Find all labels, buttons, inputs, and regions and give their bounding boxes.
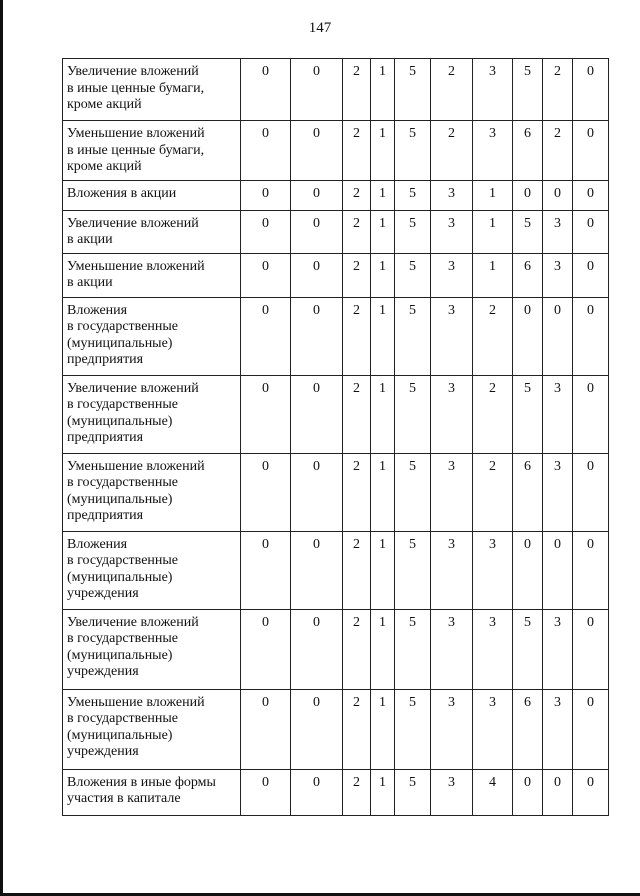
- code-digit-cell: 1: [371, 375, 395, 453]
- code-digit-cell: 0: [241, 180, 291, 210]
- row-label-line: Вложения: [67, 302, 128, 318]
- row-label-line: Уменьшение вложений: [67, 458, 205, 474]
- code-digit-cell: 5: [395, 689, 431, 769]
- row-label-line: Вложения: [67, 536, 128, 552]
- account-codes-table: [62, 58, 609, 816]
- code-digit-cell: 0: [543, 531, 573, 609]
- code-digit-cell: 0: [513, 180, 543, 210]
- row-label: [63, 59, 241, 121]
- code-digit-cell: 2: [473, 297, 513, 375]
- row-label-line: в акции: [67, 275, 113, 290]
- code-digit-cell: 5: [395, 180, 431, 210]
- row-label-line: Увеличение вложений: [67, 380, 199, 396]
- row-label-line: Вложения в акции: [67, 185, 177, 201]
- row-label-line: кроме акций: [67, 159, 142, 174]
- code-digit-cell: 1: [371, 609, 395, 689]
- code-digit-cell: 0: [573, 375, 609, 453]
- code-digit-cell: 0: [241, 210, 291, 253]
- code-digit-cell: 1: [371, 121, 395, 181]
- code-digit-cell: 0: [573, 689, 609, 769]
- row-label-line: учреждения: [67, 586, 139, 601]
- code-digit-cell: 1: [473, 210, 513, 253]
- code-digit-cell: 5: [395, 453, 431, 531]
- table-row: [63, 689, 609, 769]
- code-digit-cell: 0: [291, 689, 343, 769]
- code-digit-cell: 5: [395, 769, 431, 815]
- code-digit-cell: 0: [241, 121, 291, 181]
- code-digit-cell: 0: [241, 59, 291, 121]
- row-label-line: Уменьшение вложений: [67, 694, 205, 710]
- code-digit-cell: 0: [513, 531, 543, 609]
- code-digit-cell: 3: [431, 180, 473, 210]
- row-label-line: в иные ценные бумаги,: [67, 80, 205, 96]
- row-label-line: (муниципальные): [67, 569, 173, 585]
- code-digit-cell: 2: [543, 121, 573, 181]
- code-digit-cell: 0: [543, 769, 573, 815]
- code-digit-cell: 2: [343, 609, 371, 689]
- table-body: [63, 59, 609, 816]
- table-row: [63, 59, 609, 121]
- table-row: [63, 210, 609, 253]
- code-digit-cell: 2: [343, 769, 371, 815]
- row-label-line: в акции: [67, 232, 113, 247]
- code-digit-cell: 0: [513, 769, 543, 815]
- code-digit-cell: 0: [573, 59, 609, 121]
- code-digit-cell: 2: [343, 375, 371, 453]
- row-label-line: учреждения: [67, 664, 139, 679]
- code-digit-cell: 2: [431, 121, 473, 181]
- code-digit-cell: 2: [343, 297, 371, 375]
- code-digit-cell: 3: [543, 375, 573, 453]
- table-row: [63, 297, 609, 375]
- row-label: [63, 297, 241, 375]
- table-row: [63, 769, 609, 815]
- code-digit-cell: 3: [431, 375, 473, 453]
- code-digit-cell: 0: [291, 253, 343, 297]
- code-digit-cell: 3: [431, 210, 473, 253]
- code-digit-cell: 3: [543, 609, 573, 689]
- code-digit-cell: 0: [573, 253, 609, 297]
- row-label: [63, 531, 241, 609]
- code-digit-cell: 0: [543, 297, 573, 375]
- code-digit-cell: 0: [573, 210, 609, 253]
- row-label-line: в государственные: [67, 475, 179, 490]
- code-digit-cell: 0: [573, 297, 609, 375]
- row-label-line: (муниципальные): [67, 413, 173, 429]
- code-digit-cell: 3: [473, 59, 513, 121]
- row-label-line: кроме акций: [67, 97, 142, 112]
- code-digit-cell: 1: [473, 180, 513, 210]
- code-digit-cell: 0: [291, 453, 343, 531]
- code-digit-cell: 1: [371, 689, 395, 769]
- code-digit-cell: 3: [543, 253, 573, 297]
- code-digit-cell: 0: [241, 769, 291, 815]
- code-digit-cell: 0: [241, 297, 291, 375]
- row-label-line: Уменьшение вложений: [67, 258, 205, 274]
- code-digit-cell: 1: [371, 59, 395, 121]
- row-label: [63, 180, 241, 210]
- code-digit-cell: 3: [431, 531, 473, 609]
- code-digit-cell: 0: [291, 531, 343, 609]
- code-digit-cell: 3: [431, 609, 473, 689]
- scan-edge-left: [0, 0, 3, 896]
- code-digit-cell: 0: [241, 375, 291, 453]
- code-digit-cell: 5: [513, 210, 543, 253]
- code-digit-cell: 6: [513, 253, 543, 297]
- code-digit-cell: 0: [573, 453, 609, 531]
- row-label-line: участия в капитале: [67, 791, 181, 806]
- row-label: [63, 210, 241, 253]
- code-digit-cell: 5: [513, 609, 543, 689]
- row-label-line: предприятия: [67, 508, 144, 523]
- table-row: [63, 531, 609, 609]
- code-digit-cell: 0: [241, 253, 291, 297]
- code-digit-cell: 0: [291, 121, 343, 181]
- code-digit-cell: 5: [395, 531, 431, 609]
- code-digit-cell: 5: [395, 375, 431, 453]
- code-digit-cell: 2: [343, 59, 371, 121]
- row-label-line: (муниципальные): [67, 647, 173, 663]
- code-digit-cell: 1: [371, 180, 395, 210]
- code-digit-cell: 0: [513, 297, 543, 375]
- code-digit-cell: 3: [431, 769, 473, 815]
- code-digit-cell: 4: [473, 769, 513, 815]
- code-digit-cell: 5: [395, 59, 431, 121]
- row-label-line: в государственные: [67, 319, 179, 334]
- code-digit-cell: 3: [431, 253, 473, 297]
- row-label-line: предприятия: [67, 352, 144, 367]
- code-digit-cell: 5: [395, 210, 431, 253]
- code-digit-cell: 0: [241, 689, 291, 769]
- row-label: [63, 253, 241, 297]
- row-label-line: в государственные: [67, 711, 179, 726]
- table-row: [63, 180, 609, 210]
- row-label-line: предприятия: [67, 430, 144, 445]
- code-digit-cell: 1: [371, 453, 395, 531]
- row-label-line: (муниципальные): [67, 335, 173, 351]
- row-label-line: Увеличение вложений: [67, 614, 199, 630]
- code-digit-cell: 2: [543, 59, 573, 121]
- row-label-line: Вложения в иные формы: [67, 774, 216, 790]
- code-digit-cell: 1: [371, 769, 395, 815]
- code-digit-cell: 0: [573, 769, 609, 815]
- code-digit-cell: 3: [543, 210, 573, 253]
- code-digit-cell: 1: [371, 253, 395, 297]
- code-digit-cell: 0: [291, 297, 343, 375]
- table-row: [63, 253, 609, 297]
- code-digit-cell: 3: [473, 121, 513, 181]
- row-label: [63, 121, 241, 181]
- code-digit-cell: 0: [573, 180, 609, 210]
- code-digit-cell: 1: [473, 253, 513, 297]
- code-digit-cell: 0: [573, 609, 609, 689]
- code-digit-cell: 3: [431, 297, 473, 375]
- row-label-line: в государственные: [67, 631, 179, 646]
- code-digit-cell: 3: [473, 689, 513, 769]
- row-label-line: в государственные: [67, 397, 179, 412]
- code-digit-cell: 3: [431, 453, 473, 531]
- code-digit-cell: 2: [431, 59, 473, 121]
- code-digit-cell: 3: [543, 453, 573, 531]
- code-digit-cell: 2: [343, 531, 371, 609]
- code-digit-cell: 2: [343, 689, 371, 769]
- row-label: [63, 769, 241, 815]
- code-digit-cell: 2: [343, 453, 371, 531]
- table-row: [63, 453, 609, 531]
- code-digit-cell: 0: [241, 609, 291, 689]
- code-digit-cell: 2: [473, 375, 513, 453]
- code-digit-cell: 3: [431, 689, 473, 769]
- code-digit-cell: 0: [291, 375, 343, 453]
- code-digit-cell: 6: [513, 453, 543, 531]
- code-digit-cell: 5: [395, 121, 431, 181]
- row-label: [63, 689, 241, 769]
- code-digit-cell: 0: [291, 609, 343, 689]
- code-digit-cell: 6: [513, 121, 543, 181]
- code-digit-cell: 0: [573, 121, 609, 181]
- code-digit-cell: 3: [473, 609, 513, 689]
- code-digit-cell: 2: [343, 210, 371, 253]
- table-row: [63, 609, 609, 689]
- row-label-line: (муниципальные): [67, 491, 173, 507]
- page-number: 147: [308, 20, 332, 36]
- row-label-line: (муниципальные): [67, 727, 173, 743]
- code-digit-cell: 2: [343, 253, 371, 297]
- row-label-line: Увеличение вложений: [67, 64, 199, 79]
- row-label: [63, 609, 241, 689]
- code-digit-cell: 0: [241, 531, 291, 609]
- code-digit-cell: 0: [291, 180, 343, 210]
- code-digit-cell: 1: [371, 297, 395, 375]
- code-digit-cell: 0: [543, 180, 573, 210]
- row-label: [63, 453, 241, 531]
- code-digit-cell: 5: [395, 297, 431, 375]
- code-digit-cell: 0: [291, 210, 343, 253]
- row-label-line: Увеличение вложений: [67, 215, 199, 231]
- code-digit-cell: 0: [241, 453, 291, 531]
- code-digit-cell: 0: [291, 59, 343, 121]
- code-digit-cell: 6: [513, 689, 543, 769]
- code-digit-cell: 1: [371, 210, 395, 253]
- code-digit-cell: 0: [573, 531, 609, 609]
- code-digit-cell: 5: [395, 609, 431, 689]
- code-digit-cell: 5: [395, 253, 431, 297]
- table-row: [63, 121, 609, 181]
- code-digit-cell: 0: [291, 769, 343, 815]
- row-label-line: в государственные: [67, 553, 179, 568]
- table-row: [63, 375, 609, 453]
- row-label-line: учреждения: [67, 744, 139, 759]
- code-digit-cell: 1: [371, 531, 395, 609]
- code-digit-cell: 3: [543, 689, 573, 769]
- row-label: [63, 375, 241, 453]
- row-label-line: в иные ценные бумаги,: [67, 142, 205, 158]
- code-digit-cell: 3: [473, 531, 513, 609]
- row-label-line: Уменьшение вложений: [67, 126, 205, 141]
- code-digit-cell: 2: [473, 453, 513, 531]
- code-digit-cell: 2: [343, 121, 371, 181]
- code-digit-cell: 2: [343, 180, 371, 210]
- code-digit-cell: 5: [513, 59, 543, 121]
- code-digit-cell: 5: [513, 375, 543, 453]
